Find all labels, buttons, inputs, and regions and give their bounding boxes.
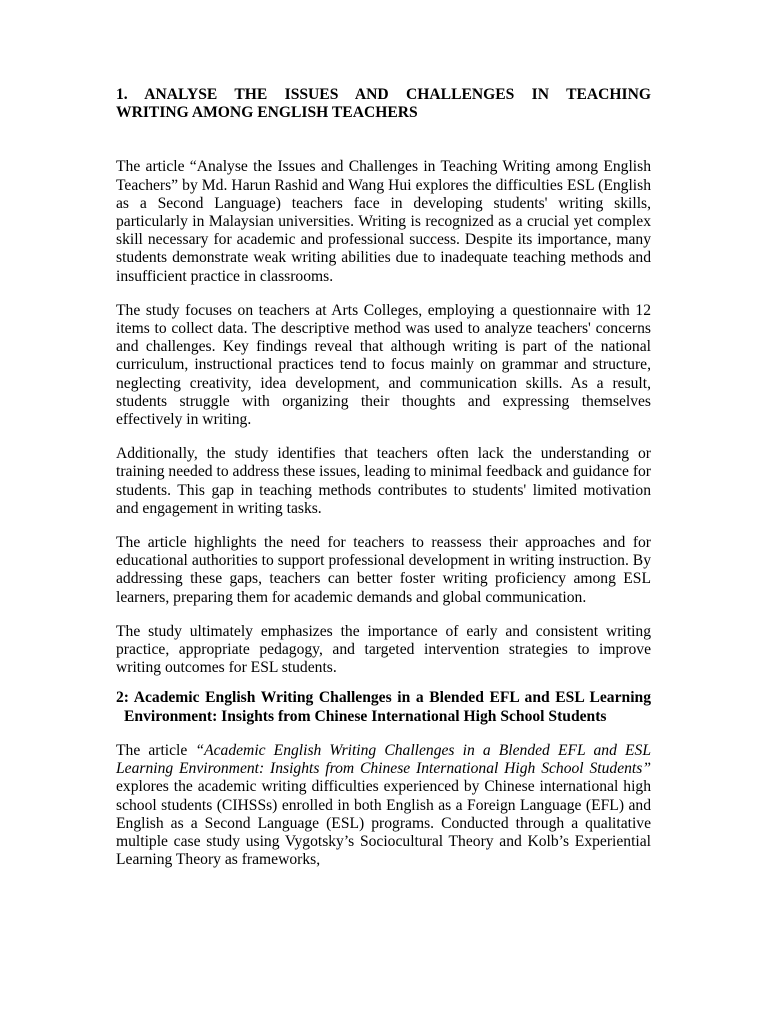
section1-paragraph-5: The study ultimately emphasizes the importance of early and consistent writing practice, appropriate pedagogy, and targeted intervention strategies to improve writing outcomes for ESL students. <box>116 622 651 677</box>
document-page <box>116 86 651 869</box>
section1-heading <box>116 86 651 122</box>
section2-intro-text: explores the academic writing difficulties experienced by Chinese international high school students (CIHSSs) enrolled in both English as a Foreign Language (EFL) and English as a Second Language (ESL) programs. Conducted through a qualitative multiple case study using Vygotsky’s Sociocultural Theory and Kolb’s Experiential Learning Theory as frameworks, <box>116 778 651 869</box>
section1-paragraph-3: Additionally, the study identifies that teachers often lack the understanding or training needed to address these issues, leading to minimal feedback and guidance for students. This gap in teaching methods contributes to students' limited motivation and engagement in writing tasks. <box>116 445 651 517</box>
section2-intro-prefix: The article <box>116 741 196 759</box>
section1-paragraph-4: The article highlights the need for teachers to reassess their approaches and for educational authorities to support professional development in writing instruction. By addressing these gaps, teachers can better foster writing proficiency among ESL learners, preparing them for academic demands and global communication. <box>116 534 651 606</box>
section1-heading-line1: 1. ANALYSE THE ISSUES AND CHALLENGES IN TEACHING <box>116 86 651 103</box>
section1-heading-line2: WRITING AMONG ENGLISH TEACHERS <box>116 104 418 122</box>
section2-article-title: “Academic English Writing Challenges in a Blended EFL and ESL Learning Environment: Insights from Chinese International High School Students” <box>116 741 651 778</box>
section1-paragraph-2: The study focuses on teachers at Arts Colleges, employing a questionnaire with 12 items to collect data. The descriptive method was used to analyze teachers' concerns and challenges. Key findings reveal that although writing is part of the national curriculum, instructional practices tend to focus mainly on grammar and structure, neglecting creativity, idea development, and communication skills. As a result, students struggle with organizing their thoughts and expressing themselves effectively in writing. <box>116 301 651 429</box>
section1-paragraph-1: The article “Analyse the Issues and Challenges in Teaching Writing among English Teachers” by Md. Harun Rashid and Wang Hui explores the difficulties ESL (English as a Second Language) teachers face in developing students' writing skills, particularly in Malaysian universities. Writing is recognized as a crucial yet complex skill necessary for academic and professional success. Despite its importance, many students demonstrate weak writing abilities due to inadequate teaching methods and insufficient practice in classrooms. <box>116 158 651 285</box>
section2-intro-paragraph <box>116 742 651 869</box>
section2-heading: 2: Academic English Writing Challenges in a Blended EFL and ESL Learning Environment: Insights from Chinese International High School Students <box>116 689 651 725</box>
